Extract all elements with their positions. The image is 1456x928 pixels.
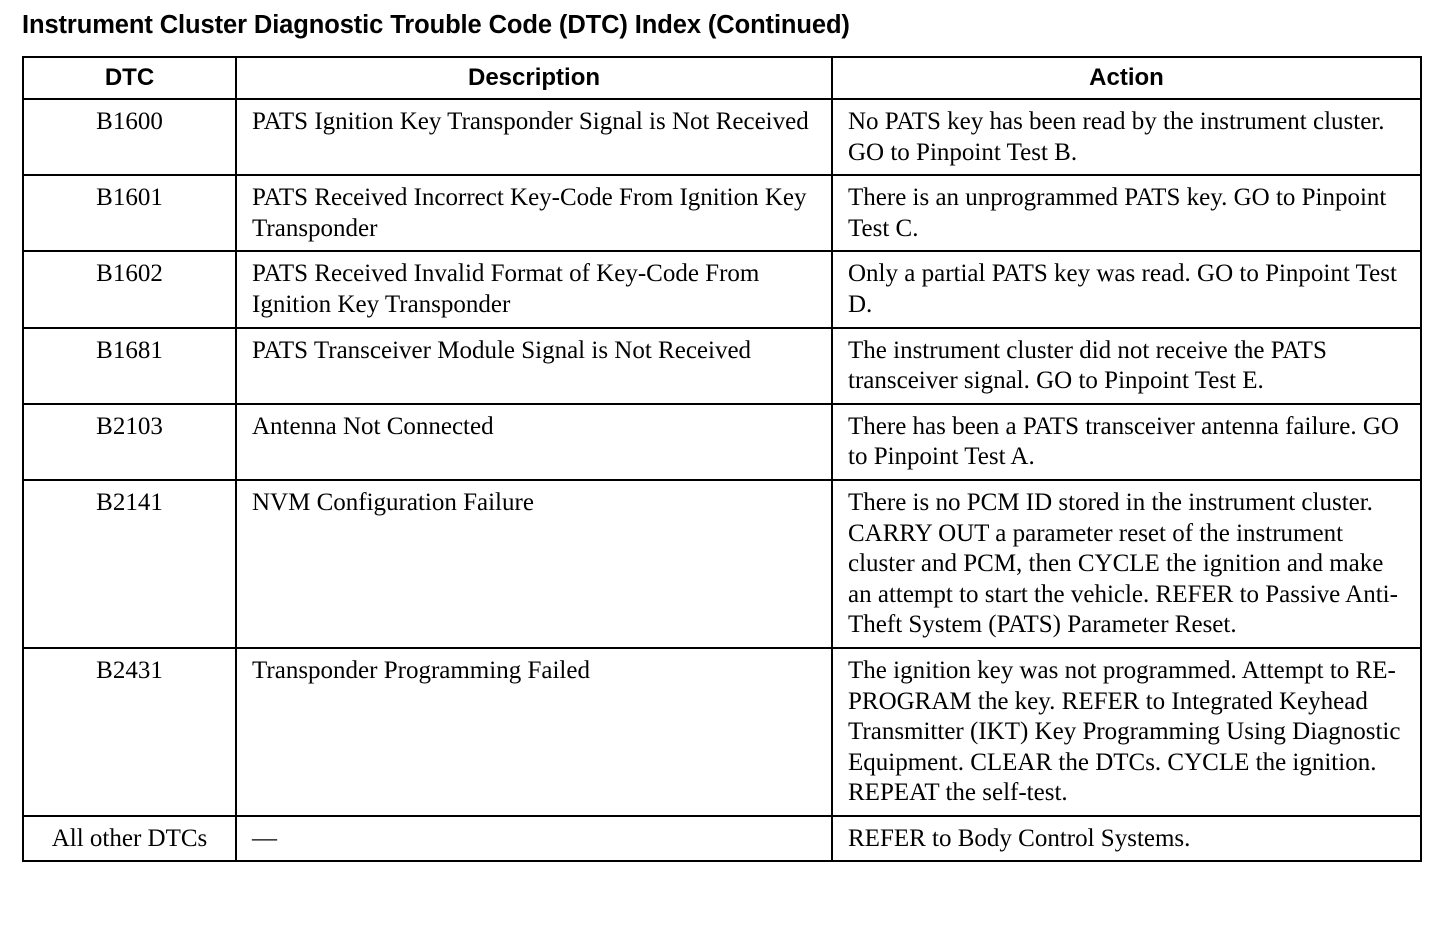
action-cell: No PATS key has been read by the instrument cluster. GO to Pinpoint Test B.	[832, 99, 1421, 175]
page-title: Instrument Cluster Diagnostic Trouble Code (DTC) Index (Continued)	[22, 11, 850, 39]
action-cell: REFER to Body Control Systems.	[832, 816, 1421, 862]
dtc-code-cell: B2431	[23, 648, 236, 816]
table-row	[23, 816, 1421, 862]
table-row	[23, 404, 1421, 480]
description-cell: Transponder Programming Failed	[236, 648, 832, 816]
dtc-code-cell: B2141	[23, 480, 236, 648]
table-row	[23, 648, 1421, 816]
action-cell: The ignition key was not programmed. Attempt to RE-PROGRAM the key. REFER to Integrated Keyhead Transmitter (IKT) Key Programming Using Diagnostic Equipment. CLEAR the DTCs. CYCLE the ignition. REPEAT the self-test.	[832, 648, 1421, 816]
dtc-code-cell: All other DTCs	[23, 816, 236, 862]
table-row	[23, 175, 1421, 251]
action-cell: There has been a PATS transceiver antenna failure. GO to Pinpoint Test A.	[832, 404, 1421, 480]
dtc-index-table	[22, 56, 1422, 862]
description-cell: NVM Configuration Failure	[236, 480, 832, 648]
description-cell: PATS Received Incorrect Key-Code From Ignition Key Transponder	[236, 175, 832, 251]
table-row	[23, 99, 1421, 175]
description-cell: PATS Transceiver Module Signal is Not Received	[236, 328, 832, 404]
dtc-code-cell: B1601	[23, 175, 236, 251]
action-cell: There is an unprogrammed PATS key. GO to Pinpoint Test C.	[832, 175, 1421, 251]
action-cell: There is no PCM ID stored in the instrument cluster. CARRY OUT a parameter reset of the instrument cluster and PCM, then CYCLE the ignition and make an attempt to start the vehicle. REFER to Passive Anti-Theft System (PATS) Parameter Reset.	[832, 480, 1421, 648]
column-header-description: Description	[236, 57, 832, 99]
action-cell: Only a partial PATS key was read. GO to Pinpoint Test D.	[832, 251, 1421, 327]
action-cell: The instrument cluster did not receive the PATS transceiver signal. GO to Pinpoint Test E.	[832, 328, 1421, 404]
dtc-code-cell: B1602	[23, 251, 236, 327]
table-header-row	[23, 57, 1421, 99]
dtc-code-cell: B1681	[23, 328, 236, 404]
description-cell: PATS Received Invalid Format of Key-Code From Ignition Key Transponder	[236, 251, 832, 327]
dtc-code-cell: B1600	[23, 99, 236, 175]
description-cell: Antenna Not Connected	[236, 404, 832, 480]
dtc-code-cell: B2103	[23, 404, 236, 480]
column-header-action: Action	[832, 57, 1421, 99]
description-cell: PATS Ignition Key Transponder Signal is Not Received	[236, 99, 832, 175]
description-cell: —	[236, 816, 832, 862]
table-row	[23, 251, 1421, 327]
column-header-dtc: DTC	[23, 57, 236, 99]
table-row	[23, 328, 1421, 404]
table-row	[23, 480, 1421, 648]
